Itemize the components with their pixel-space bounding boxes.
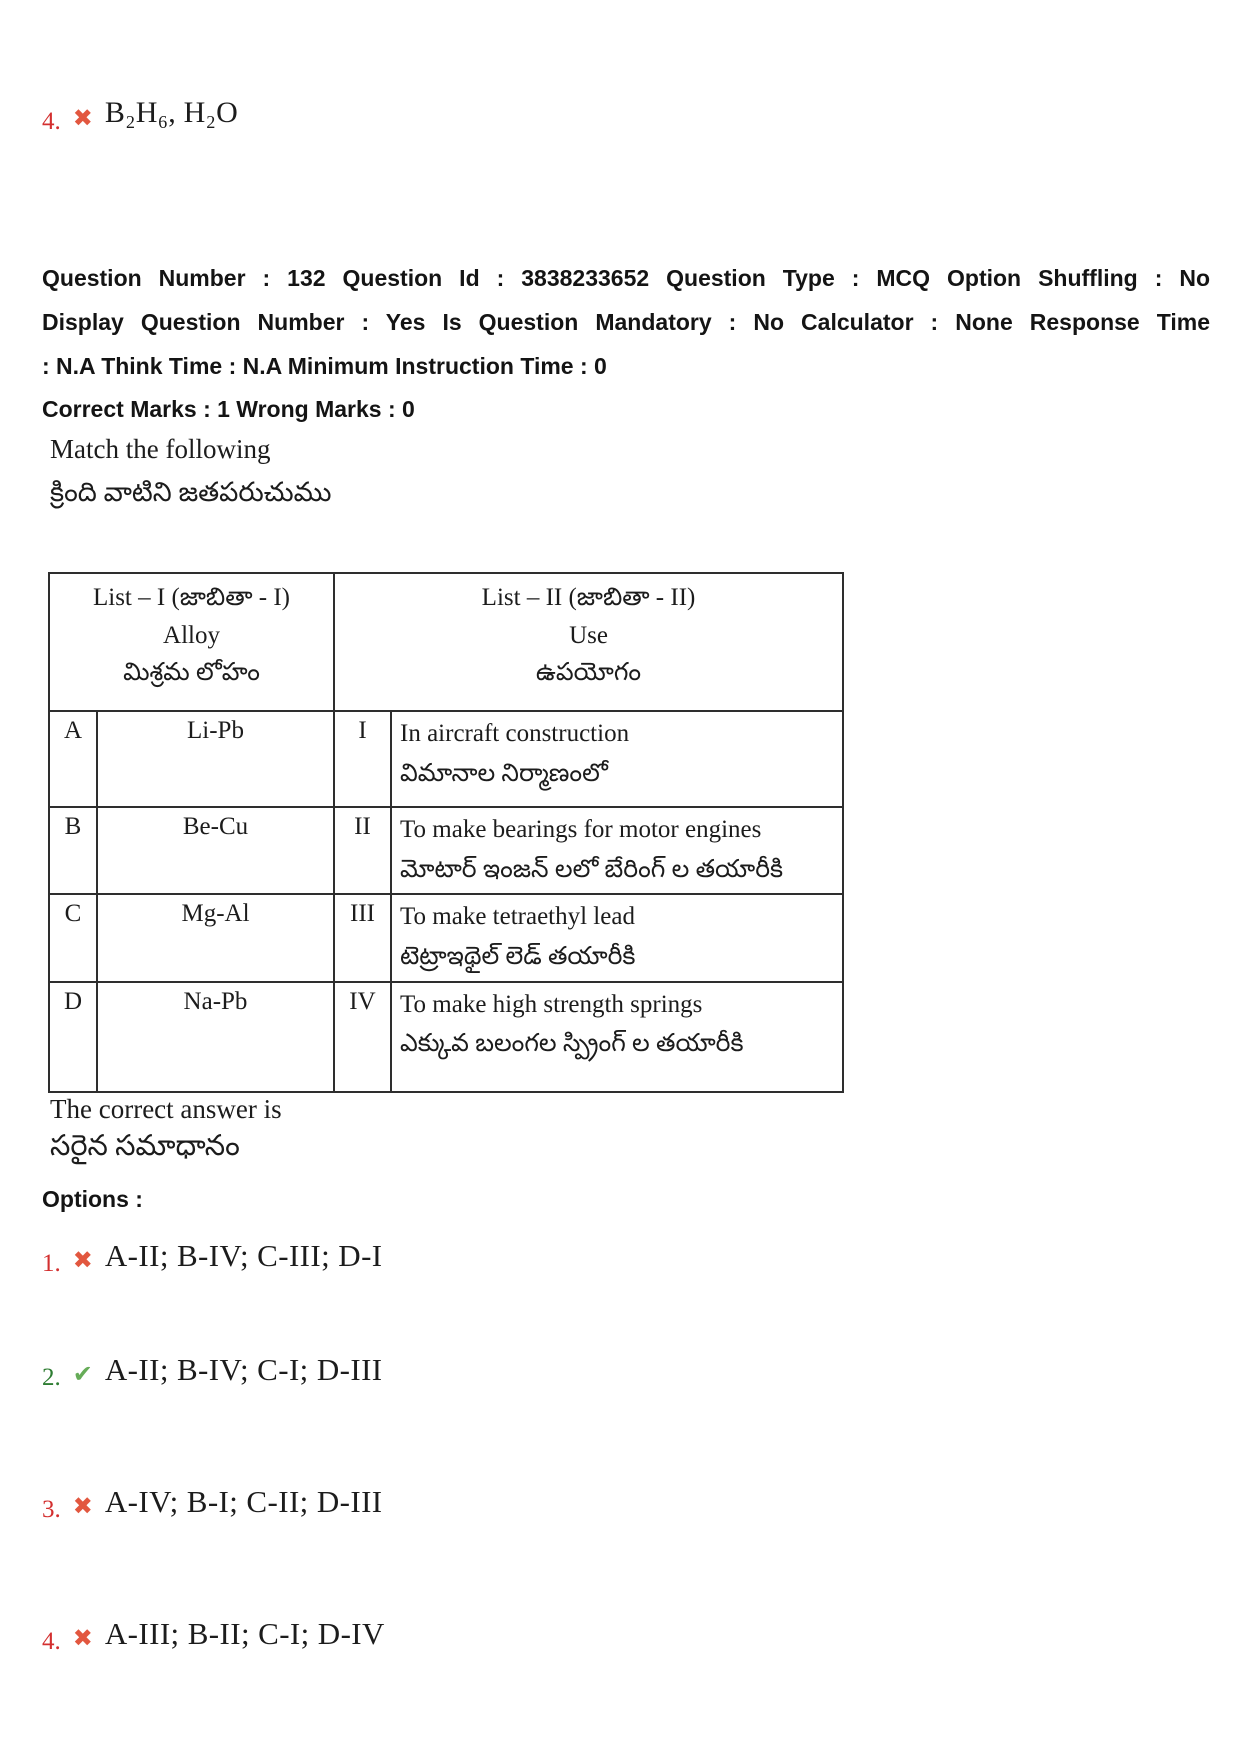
use-english: To make high strength springs: [400, 990, 703, 1018]
row-use: [391, 807, 843, 894]
use-english: In aircraft construction: [400, 720, 630, 747]
metadata-line: Question Number : 132 Question Id : 3838233652 Question Type : MCQ Option Shuffling : No: [42, 265, 1210, 291]
use-english: To make tetraethyl lead: [400, 903, 635, 931]
option-number: 3.: [42, 1496, 61, 1523]
metadata-line: : N.A Think Time : N.A Minimum Instruction Time : 0: [42, 353, 607, 379]
wrong-icon: ✖: [72, 1624, 93, 1652]
option-number: 4.: [42, 108, 61, 135]
use-english: To make bearings for motor engines: [400, 816, 762, 843]
option-text: B₂H₆, H₂O: [104, 96, 239, 129]
row-alloy: Mg-Al: [97, 894, 334, 981]
table-header-row: [49, 573, 843, 711]
row-use: [391, 894, 843, 981]
correct-answer-label-english: The correct answer is: [50, 1094, 282, 1124]
list1-subtitle-te: మిశ్రమ లోహం: [123, 659, 260, 686]
use-telugu: మోటార్ ఇంజన్ లలో బేరింగ్ ల తయారీకి: [400, 855, 784, 883]
option-number: 2.: [42, 1364, 61, 1391]
list1-title: List – I (జాబితా - I): [92, 584, 291, 611]
row-letter: D: [49, 982, 97, 1092]
row-roman: II: [334, 807, 391, 894]
row-roman: I: [334, 711, 391, 807]
option-2: [42, 1352, 383, 1392]
use-telugu: టెట్రాఇథైల్ లెడ్ తయారీకి: [400, 943, 636, 970]
correct-icon: ✔: [72, 1360, 93, 1388]
row-use: [391, 711, 843, 807]
option-text: A-II; B-IV; C-I; D-III: [104, 1352, 383, 1387]
option-text: A-II; B-IV; C-III; D-I: [104, 1238, 383, 1273]
wrong-icon: ✖: [72, 1492, 93, 1520]
option-text: A-III; B-II; C-I; D-IV: [104, 1616, 385, 1651]
table-row: [49, 807, 843, 894]
use-telugu: విమానాల నిర్మాణంలో: [400, 759, 608, 787]
list2-subtitle-te: ఉపయోగం: [535, 659, 642, 686]
row-letter: C: [49, 894, 97, 981]
question-prompt-english: Match the following: [50, 434, 271, 464]
match-table: [48, 572, 844, 1093]
row-use: [391, 982, 843, 1092]
option-4: [42, 1616, 385, 1656]
list2-subtitle-en: Use: [569, 621, 608, 649]
list1-subtitle-en: Alloy: [163, 621, 220, 649]
option-text: A-IV; B-I; C-II; D-III: [104, 1484, 383, 1519]
list2-title: List – II (జాబితా - II): [481, 584, 696, 611]
use-telugu: ఎక్కువ బలంగల స్ప్రింగ్ ల తయారీకి: [400, 1030, 744, 1058]
row-alloy: Na-Pb: [97, 982, 334, 1092]
match-table-container: [48, 572, 844, 1093]
table-row: [49, 894, 843, 981]
list2-header-cell: [334, 573, 843, 711]
option-3: [42, 1484, 383, 1524]
row-roman: III: [334, 894, 391, 981]
options-label: Options :: [42, 1186, 143, 1212]
correct-answer-label-telugu: సరైన సమాధానం: [50, 1130, 240, 1162]
row-roman: IV: [334, 982, 391, 1092]
option-1: [42, 1238, 383, 1278]
previous-question-option-4: [42, 96, 238, 136]
row-alloy: Be-Cu: [97, 807, 334, 894]
table-row: [49, 982, 843, 1092]
marks-line: Correct Marks : 1 Wrong Marks : 0: [42, 396, 415, 422]
option-number: 4.: [42, 1628, 61, 1655]
row-alloy: Li-Pb: [97, 711, 334, 807]
option-number: 1.: [42, 1250, 61, 1277]
table-row: [49, 711, 843, 807]
question-metadata: [42, 256, 1210, 388]
wrong-icon: ✖: [72, 1246, 93, 1274]
list1-header-cell: [49, 573, 334, 711]
question-prompt-telugu: క్రింది వాటిని జతపరుచుము: [50, 477, 332, 507]
row-letter: B: [49, 807, 97, 894]
metadata-line: Display Question Number : Yes Is Question Mandatory : No Calculator : None Response Time: [42, 309, 1210, 335]
wrong-icon: ✖: [72, 104, 93, 132]
row-letter: A: [49, 711, 97, 807]
